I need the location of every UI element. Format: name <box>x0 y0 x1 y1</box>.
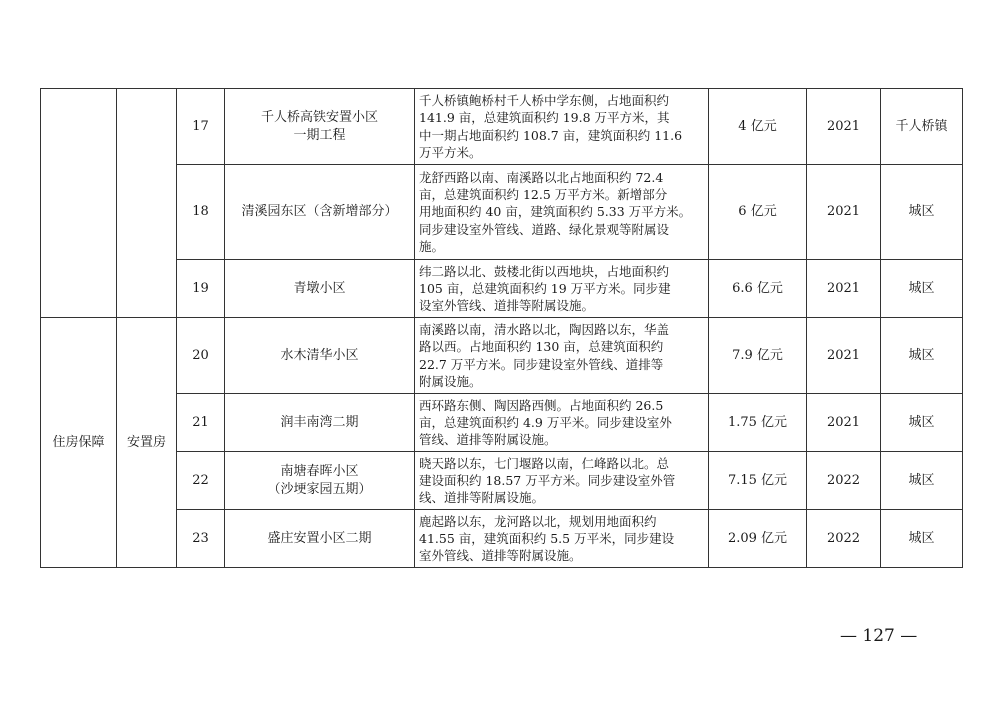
investment: 7.15 亿元 <box>709 452 807 510</box>
project-description: 千人桥镇鲍桥村千人桥中学东侧，占地面积约 141.9 亩，总建筑面积约 19.8 万平方米，其 中一期占地面积约 108.7 亩，建筑面积约 11.6 万平方米。 <box>415 89 709 165</box>
project-name: 南塘春晖小区 （沙埂家园五期） <box>225 452 415 510</box>
investment: 1.75 亿元 <box>709 394 807 452</box>
table-row <box>41 260 963 318</box>
year: 2022 <box>807 452 881 510</box>
row-number: 20 <box>177 318 225 394</box>
project-name: 水木清华小区 <box>225 318 415 394</box>
year: 2022 <box>807 510 881 568</box>
investment: 7.9 亿元 <box>709 318 807 394</box>
project-description: 南溪路以南，清水路以北，陶因路以东，华盖 路以西。占地面积约 130 亩，总建筑面积约 22.7 万平方米。同步建设室外管线、道排等 附属设施。 <box>415 318 709 394</box>
category-cell: 住房保障 <box>41 318 117 568</box>
row-number: 18 <box>177 165 225 260</box>
project-name: 青墩小区 <box>225 260 415 318</box>
project-description: 鹿起路以东，龙河路以北，规划用地面积约 41.55 亩，建筑面积约 5.5 万平米，同步建设 室外管线、道排等附属设施。 <box>415 510 709 568</box>
investment: 2.09 亿元 <box>709 510 807 568</box>
table-row <box>41 452 963 510</box>
year: 2021 <box>807 89 881 165</box>
project-name: 盛庄安置小区二期 <box>225 510 415 568</box>
row-number: 19 <box>177 260 225 318</box>
location: 城区 <box>881 394 963 452</box>
location: 城区 <box>881 318 963 394</box>
project-name: 润丰南湾二期 <box>225 394 415 452</box>
project-description: 晓天路以东，七门堰路以南，仁峰路以北。总 建设面积约 18.57 万平方米。同步建设室外管 线、道排等附属设施。 <box>415 452 709 510</box>
project-table <box>40 88 963 568</box>
project-description: 龙舒西路以南、南溪路以北占地面积约 72.4 亩，总建筑面积约 12.5 万平方米。新增部分 用地面积约 40 亩，建筑面积约 5.33 万平方米。 同步建设室外管线、道路、绿化景观等附属设 施。 <box>415 165 709 260</box>
year: 2021 <box>807 165 881 260</box>
table-row <box>41 165 963 260</box>
blank-category-cell <box>41 89 117 318</box>
location: 城区 <box>881 260 963 318</box>
investment: 6 亿元 <box>709 165 807 260</box>
location: 城区 <box>881 452 963 510</box>
investment: 6.6 亿元 <box>709 260 807 318</box>
year: 2021 <box>807 260 881 318</box>
blank-subcategory-cell <box>117 89 177 318</box>
project-description: 纬二路以北、鼓楼北街以西地块，占地面积约 105 亩，总建筑面积约 19 万平方米。同步建 设室外管线、道排等附属设施。 <box>415 260 709 318</box>
row-number: 17 <box>177 89 225 165</box>
table-row <box>41 89 963 165</box>
table-row <box>41 318 963 394</box>
year: 2021 <box>807 318 881 394</box>
year: 2021 <box>807 394 881 452</box>
project-name: 千人桥高铁安置小区 一期工程 <box>225 89 415 165</box>
subcategory-cell: 安置房 <box>117 318 177 568</box>
investment: 4 亿元 <box>709 89 807 165</box>
row-number: 22 <box>177 452 225 510</box>
table-row <box>41 510 963 568</box>
location: 千人桥镇 <box>881 89 963 165</box>
row-number: 21 <box>177 394 225 452</box>
project-name: 清溪园东区（含新增部分） <box>225 165 415 260</box>
location: 城区 <box>881 510 963 568</box>
page-number: — 127 — <box>840 626 918 646</box>
project-description: 西环路东侧、陶因路西侧。占地面积约 26.5 亩，总建筑面积约 4.9 万平米。同步建设室外 管线、道排等附属设施。 <box>415 394 709 452</box>
table-row <box>41 394 963 452</box>
location: 城区 <box>881 165 963 260</box>
row-number: 23 <box>177 510 225 568</box>
